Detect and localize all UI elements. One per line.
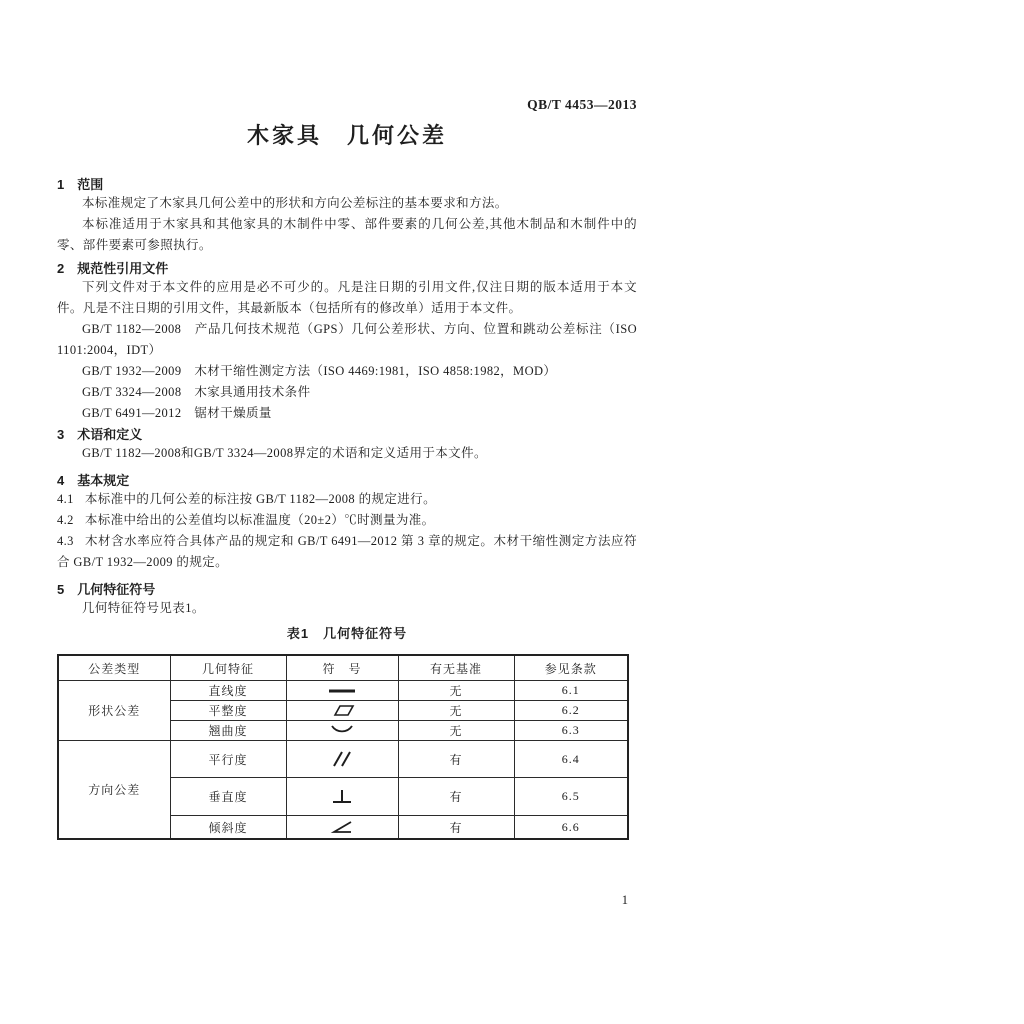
symbol-cell [286,741,398,778]
reference-item: GB/T 1182—2008 产品几何技术规范（GPS）几何公差形状、方向、位置和跳动公差标注（ISO 1101:2004，IDT） [57,322,637,357]
column-header-tolerance-type: 公差类型 [58,655,170,681]
clause-4-3-text: 木材含水率应符合具体产品的规定和 GB/T 6491—2012 第 3 章的规定。木材干缩性测定方法应符合 GB/T 1932—2009 的规定。 [57,534,637,569]
section-3-number: 3 [57,427,65,442]
section-4-title: 基本规定 [77,473,130,488]
column-header-see-clause: 参见条款 [514,655,628,681]
section-1-paragraph-2: 本标准适用于木家具和其他家具的木制件中零、部件要素的几何公差,其他木制品和木制件中的零、部件要素可参照执行。 [57,217,637,252]
section-1-heading [57,176,637,193]
group-orientation-tolerance: 方向公差 [58,741,170,840]
section-2-title: 规范性引用文件 [77,261,169,276]
column-header-geometric-feature: 几何特征 [170,655,286,681]
symbol-cell [286,681,398,701]
flatness-symbol-icon [326,703,358,718]
section-4-number: 4 [57,473,65,488]
section-5-paragraph-1: 几何特征符号见表1。 [82,601,205,615]
perpendicularity-symbol-icon [330,788,354,805]
section-5-heading [57,581,637,598]
reference-item: GB/T 3324—2008 木家具通用技术条件 [82,385,311,399]
symbol-cell [286,778,398,816]
section-1-number: 1 [57,177,65,192]
straightness-symbol-icon [325,687,359,695]
clause-4-3 [57,531,637,573]
feature-cell: 垂直度 [170,778,286,816]
section-5-number: 5 [57,582,65,597]
datum-cell: 有 [398,816,514,840]
document-title: 木家具 几何公差 [246,123,447,148]
feature-cell: 倾斜度 [170,816,286,840]
section-2-heading [57,260,637,277]
warpage-symbol-icon [328,723,356,738]
table-1-geometric-symbols [57,654,629,840]
table-1-caption: 表1 几何特征符号 [286,626,408,641]
group-form-tolerance: 形状公差 [58,681,170,741]
datum-cell: 无 [398,681,514,701]
clause-ref-cell: 6.3 [514,721,628,741]
reference-item: GB/T 1932—2009 木材干缩性测定方法（ISO 4469:1981，ISO 4858:1982，MOD） [82,364,557,378]
symbol-cell [286,701,398,721]
clause-4-1-number: 4.1 [57,492,74,506]
clause-4-1 [57,489,637,510]
table-row [58,741,628,778]
column-header-symbol: 符 号 [286,655,398,681]
section-5-title: 几何特征符号 [77,582,156,597]
table-header-row [58,655,628,681]
standard-code: QB/T 4453—2013 [527,97,637,112]
angularity-symbol-icon [329,819,355,835]
section-1-paragraph-1: 本标准规定了木家具几何公差中的形状和方向公差标注的基本要求和方法。 [82,196,508,210]
section-2-number: 2 [57,261,65,276]
clause-4-1-text: 本标准中的几何公差的标注按 GB/T 1182—2008 的规定进行。 [84,492,436,506]
datum-cell: 无 [398,701,514,721]
clause-4-2-text: 本标准中给出的公差值均以标准温度（20±2）℃时测量为准。 [84,513,435,527]
feature-cell: 平整度 [170,701,286,721]
symbol-cell [286,721,398,741]
page-content [57,0,637,908]
section-4-heading [57,472,637,489]
section-1-title: 范围 [77,177,104,192]
datum-cell: 有 [398,778,514,816]
symbol-cell [286,816,398,840]
column-header-datum: 有无基准 [398,655,514,681]
clause-4-3-number: 4.3 [57,534,74,548]
clause-ref-cell: 6.2 [514,701,628,721]
table-row [58,681,628,701]
clause-ref-cell: 6.4 [514,741,628,778]
feature-cell: 翘曲度 [170,721,286,741]
clause-ref-cell: 6.5 [514,778,628,816]
section-3-title: 术语和定义 [77,427,143,442]
clause-4-2 [57,510,637,531]
datum-cell: 无 [398,721,514,741]
feature-cell: 平行度 [170,741,286,778]
clause-ref-cell: 6.6 [514,816,628,840]
clause-ref-cell: 6.1 [514,681,628,701]
reference-item: GB/T 6491—2012 锯材干燥质量 [82,406,272,420]
feature-cell: 直线度 [170,681,286,701]
section-2-paragraph-1: 下列文件对于本文件的应用是必不可少的。凡是注日期的引用文件,仅注日期的版本适用于本文件。凡是不注日期的引用文件，其最新版本（包括所有的修改单）适用于本文件。 [57,280,637,315]
datum-cell: 有 [398,741,514,778]
clause-4-2-number: 4.2 [57,513,74,527]
parallelism-symbol-icon [330,750,354,768]
page-number: 1 [621,893,628,907]
section-3-heading [57,426,637,443]
section-3-paragraph-1: GB/T 1182—2008和GB/T 3324—2008界定的术语和定义适用于本文件。 [82,446,487,460]
